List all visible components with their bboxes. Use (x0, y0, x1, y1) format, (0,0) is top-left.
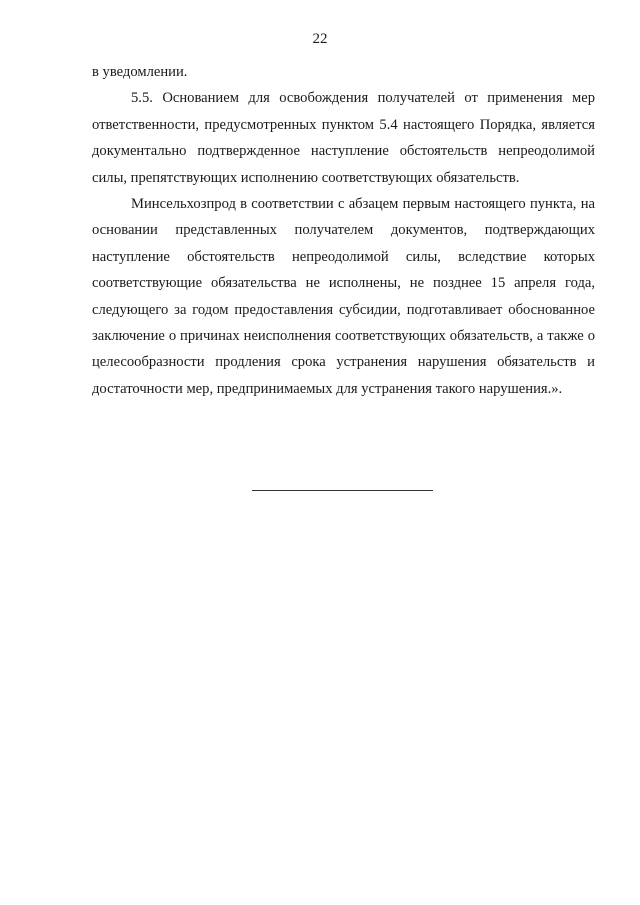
paragraph-minselkhozprod: Минсельхозпрод в соответствии с абзацем первым настоящего пункта, на основании представленных получателем документов, подтверждающих наступление обстоятельств непреодолимой силы, вследствие которых соответствующие обязательства не исполнены, не позднее 15 апреля года, следующего за годом предоставления субсидии, подготавливает обоснованное заключение о причинах неисполнения соответствующих обязательств, а также о целесообразности продления срока устранения нарушения обязательств и достаточности мер, предпринимаемых для устранения такого нарушения.». (92, 196, 595, 397)
document-body (92, 59, 595, 402)
page-number: 22 (312, 31, 328, 47)
end-separator-line (252, 490, 433, 491)
paragraph-5-5: 5.5. Основанием для освобождения получателей от применения мер ответственности, предусмотренных пунктом 5.4 настоящего Порядка, является документально подтвержденное наступление обстоятельств непреодолимой силы, препятствующих исполнению соответствующих обязательств. (92, 90, 595, 186)
paragraph-continuation: в уведомлении. (92, 64, 188, 80)
